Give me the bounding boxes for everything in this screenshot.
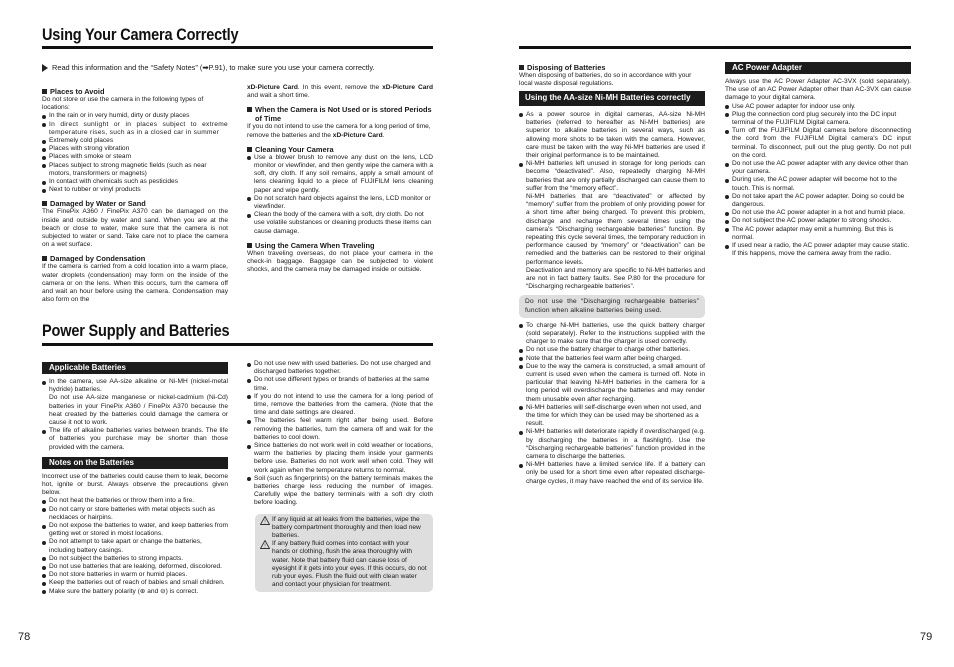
mid-top-column — [247, 84, 433, 274]
list-item: Turn off the FUJIFILM Digital camera before disconnecting the cord from the FUJIFILM Digital camera’s DC input terminal. To disconnect, pull out the plug gently. Do not pull on the cord. — [725, 127, 911, 160]
notes-text: Incorrect use of the batteries could cause them to leak, become hot, ignite or burst. Always observe the precautions given below. — [42, 472, 228, 497]
left-top-column — [42, 84, 228, 304]
list-item-indent: Deactivation and memory are specific to Ni-MH batteries and are not in fact battery faults. See P.80 for the procedure for “Discharging rechargeable batteries”. — [526, 266, 705, 291]
list-item: Note that the batteries feel warm after being charged. — [519, 355, 705, 363]
list-item: Ni-MH batteries will self-discharge even when not used, and the time for which they can be used may be shortened as a result. — [519, 404, 705, 429]
list-item: Do not subject the batteries to strong impacts. — [42, 555, 228, 563]
list-item: Do not take apart the AC power adapter. Doing so could be dangerous. — [725, 193, 911, 209]
list-item: As a power source in digital cameras, AA-size Ni-MH batteries (referred to hereafter as Ni-MH batteries) are superior to alkaline batteries in several ways, such as allowing more shots to be taken with the camera. However, care must be taken with the way Ni-MH batteries are used if their original performance is to be maintained. — [519, 111, 705, 160]
warning-icon — [260, 540, 270, 549]
disposing-title: Disposing of Batteries — [519, 63, 705, 72]
ac-title: AC Power Adapter — [725, 62, 911, 74]
list-item: Places with strong vibration — [42, 145, 228, 153]
water-text: The FinePix A360 / FinePix A370 can be damaged on the inside and outside by water and sand. When you are at the beach or close to water, make sure that the camera is not subjected to water or sand. Take care not to place the camera on a wet surface. — [42, 208, 228, 249]
list-item: Ni-MH batteries left unused in storage for long periods can become “deactivated”. Also, repeatedly charging Ni-MH batteries that are only partially discharged can cause them to suffer from the “memory effect”. — [519, 160, 705, 193]
notused-text: If you do not intend to use the camera for a long period of time, remove the batteries and the xD-Picture Card. — [247, 123, 431, 139]
heading-rule — [42, 343, 433, 346]
list-item: Ni-MH batteries have a limited service life. If a battery can only be used for a short time even after repeated discharge-charge cycles, it may have reached the end of its service life. — [519, 461, 705, 486]
list-item: In the camera, use AA-size alkaline or Ni-MH (nickel-metal hydride) batteries. — [42, 378, 228, 394]
heading-power-supply: Power Supply and Batteries — [42, 322, 230, 340]
warning-item: ! If any battery fluid comes into contact with your hands or clothing, flush the area thoroughly with water. Note that battery fluid can cause loss of eyesight if it gets into your eyes. If this occurs, do not rub your eyes. Flush the fluid out with clean water and contact your physician for treatment. — [260, 540, 428, 589]
list-item: Do not attempt to take apart or change the batteries, including battery casings. — [42, 538, 228, 554]
water-title: Damaged by Water or Sand — [42, 199, 228, 208]
page-number-left: 78 — [18, 631, 31, 643]
warning-box — [255, 514, 433, 593]
intro-paragraph: Read this information and the “Safety Notes” (➡P.91), to make sure you use your camera correctly. — [42, 63, 433, 73]
list-item: Do not scratch hard objects against the lens, LCD monitor or viewfinder. — [247, 195, 433, 211]
list-item-indent: Ni-MH batteries that are “deactivated” or affected by “memory” suffer from the problem of only providing power for a short time after being charged. To prevent this problem, discharge and recharge them several times using the camera’s “Discharging rechargeable batteries” function. By repeating this cycle several times, the temporary reduction in performance caused by “memory” or “deactivation” can be remedied and the batteries can be restored to their original performance levels. — [526, 192, 705, 266]
applicable-title: Applicable Batteries — [42, 362, 228, 374]
travel-text: When traveling overseas, do not place your camera in the check-in baggage. Baggage can be subjected to violent shocks, and the camera may be damaged inside or outside. — [247, 249, 433, 274]
mid-bottom-column — [247, 360, 433, 592]
list-item: Do not use the AC power adapter in a hot and humid place. — [725, 209, 911, 217]
list-item: Next to rubber or vinyl products — [42, 186, 228, 194]
nimh-note: Do not use the “Discharging rechargeable batteries” function when alkaline batteries being used. — [519, 295, 705, 317]
heading-using-camera: Using Your Camera Correctly — [42, 26, 239, 44]
list-item: Ni-MH batteries will deteriorate rapidly if overdischarged (e.g. by discharging the batteries in a flashlight). Use the “Discharging rechargeable batteries” function provided in the camera to discharge the batteries. — [519, 428, 705, 461]
list-item: Use AC power adapter for indoor use only. — [725, 103, 911, 111]
list-item: The life of alkaline batteries varies between brands. The life of batteries you purchase may be shorter than those provided with the camera. — [42, 427, 228, 452]
svg-text:!: ! — [264, 543, 266, 550]
list-item: In the rain or in very humid, dirty or dusty places — [42, 112, 228, 120]
warning-item: ! If any liquid at all leaks from the batteries, wipe the battery compartment thoroughly and then load new batteries. — [260, 516, 428, 541]
list-item: If used near a radio, the AC power adapter may cause static. If this happens, move the camera away from the radio. — [725, 242, 911, 258]
nimh-title: Using the AA-size Ni-MH Batteries correctly — [519, 91, 705, 106]
list-item: Do not use new with used batteries. Do not use charged and discharged batteries together. — [247, 360, 433, 376]
list-item: Do not subject the AC power adapter to strong shocks. — [725, 217, 911, 225]
list-item: Due to the way the camera is constructed, a small amount of current is used even when the camera is turned off. Note in particular that leaving Ni-MH batteries in the camera for a long period will overdischarge the batteries and may render them unusable even after recharging. — [519, 363, 705, 404]
list-item: Do not store batteries in warm or humid places. — [42, 571, 228, 579]
list-item: In contact with chemicals such as pesticides — [42, 178, 228, 186]
arrow-icon — [42, 64, 48, 72]
list-item: Make sure the battery polarity (⊕ and ⊖) is correct. — [42, 588, 228, 596]
top-rule-right — [519, 46, 911, 49]
list-item: Do not carry or store batteries with metal objects such as necklaces or hairpins. — [42, 506, 228, 522]
list-item: Extremely cold places — [42, 137, 228, 145]
list-item: The AC power adapter may emit a humming. But this is normal. — [725, 226, 911, 242]
list-item: Places subject to strong magnetic fields (such as near motors, transformers or magnets) — [42, 162, 228, 178]
list-item: Places with smoke or steam — [42, 153, 228, 161]
right-right-column — [725, 60, 911, 258]
list-item: During use, the AC power adapter will become hot to the touch. This is normal. — [725, 176, 911, 192]
left-bottom-column — [42, 360, 228, 596]
cont-text: xD-Picture Card. In this event, remove the xD-Picture Card and wait a short time. — [247, 84, 433, 100]
travel-title: Using the Camera When Traveling — [247, 241, 433, 250]
disposing-text: When disposing of batteries, do so in accordance with your local waste disposal regulations. — [519, 72, 692, 88]
list-item: Soil (such as fingerprints) on the battery terminals makes the batteries charge less reducing the number of images. Carefully wipe the battery terminals with a soft dry cloth before loading. — [247, 475, 433, 508]
list-item: If you do not intend to use the camera for a long period of time, remove the batteries from the camera. (Note that the time and date settings are cleared. — [247, 393, 433, 418]
list-item: Since batteries do not work well in cold weather or locations, warm the batteries by placing them inside your garments before use. Batteries do not work well when cold. They will work again when the temperature returns to normal. — [247, 442, 433, 475]
heading-rule — [42, 46, 433, 49]
cond-text: If the camera is carried from a cold location into a warm place, water droplets (condensation) may form on the inside of the camera or on the lens. When this occurs, turn the camera off and wait an hour before using the camera. Condensation may also form on the — [42, 263, 228, 304]
svg-text:!: ! — [264, 519, 266, 525]
list-item: Plug the connection cord plug securely into the DC input terminal of the FUJIFILM Digital camera. — [725, 111, 911, 127]
clean-title: Cleaning Your Camera — [247, 145, 433, 154]
list-item: Keep the batteries out of reach of babies and small children. — [42, 579, 228, 587]
list-item: Do not expose the batteries to water, and keep batteries from getting wet or stored in moist locations. — [42, 522, 228, 538]
list-item: Do not heat the batteries or throw them into a fire. — [42, 497, 228, 505]
list-item: In direct sunlight or in places subject to extreme temperature rises, such as in a closed car in summer — [42, 121, 228, 137]
right-left-column — [519, 60, 705, 486]
places-title: Places to Avoid — [42, 87, 228, 96]
list-item-indent: Do not use AA-size manganese or nickel-cadmium (Ni-Cd) batteries in your FinePix A360 / FinePix A370 because the heat created by the batteries could damage the camera or cause it not to work. — [49, 394, 228, 427]
notes-title: Notes on the Batteries — [42, 457, 228, 469]
list-item: Do not use the AC power adapter with any device other than your camera. — [725, 160, 911, 176]
page-number-right: 79 — [920, 631, 933, 643]
cond-title: Damaged by Condensation — [42, 254, 228, 263]
notused-title: When the Camera is Not Used or is stored Periods of Time — [247, 105, 433, 123]
list-item: To charge Ni-MH batteries, use the quick battery charger (sold separately). Refer to the instructions supplied with the charger to make sure that the charger is used correctly. — [519, 322, 705, 347]
list-item: Clean the body of the camera with a soft, dry cloth. Do not use volatile substances or cleaning products these items can cause damage. — [247, 211, 433, 236]
ac-text: Always use the AC Power Adapter AC-3VX (sold separately). The use of an AC Power Adapter other than AC-3VX can cause damage to your digital camera. — [725, 78, 911, 102]
warning-icon — [260, 516, 270, 525]
list-item: Do not use different types or brands of batteries at the same time. — [247, 376, 433, 392]
list-item: Use a blower brush to remove any dust on the lens, LCD monitor or viewfinder, and then gently wipe the camera with a soft, dry cloth. If any soil remains, apply a small amount of lens cleaning liquid to a piece of FUJIFILM lens cleaning paper and wipe gently. — [247, 154, 433, 195]
list-item: Do not use batteries that are leaking, deformed, discolored. — [42, 563, 228, 571]
list-item: Do not use the battery charger to charge other batteries. — [519, 346, 705, 354]
list-item: The batteries feel warm right after being used. Before removing the batteries, turn the camera off and wait for the batteries to cool down. — [247, 417, 433, 442]
places-text: Do not store or use the camera in the following types of locations: — [42, 96, 204, 112]
